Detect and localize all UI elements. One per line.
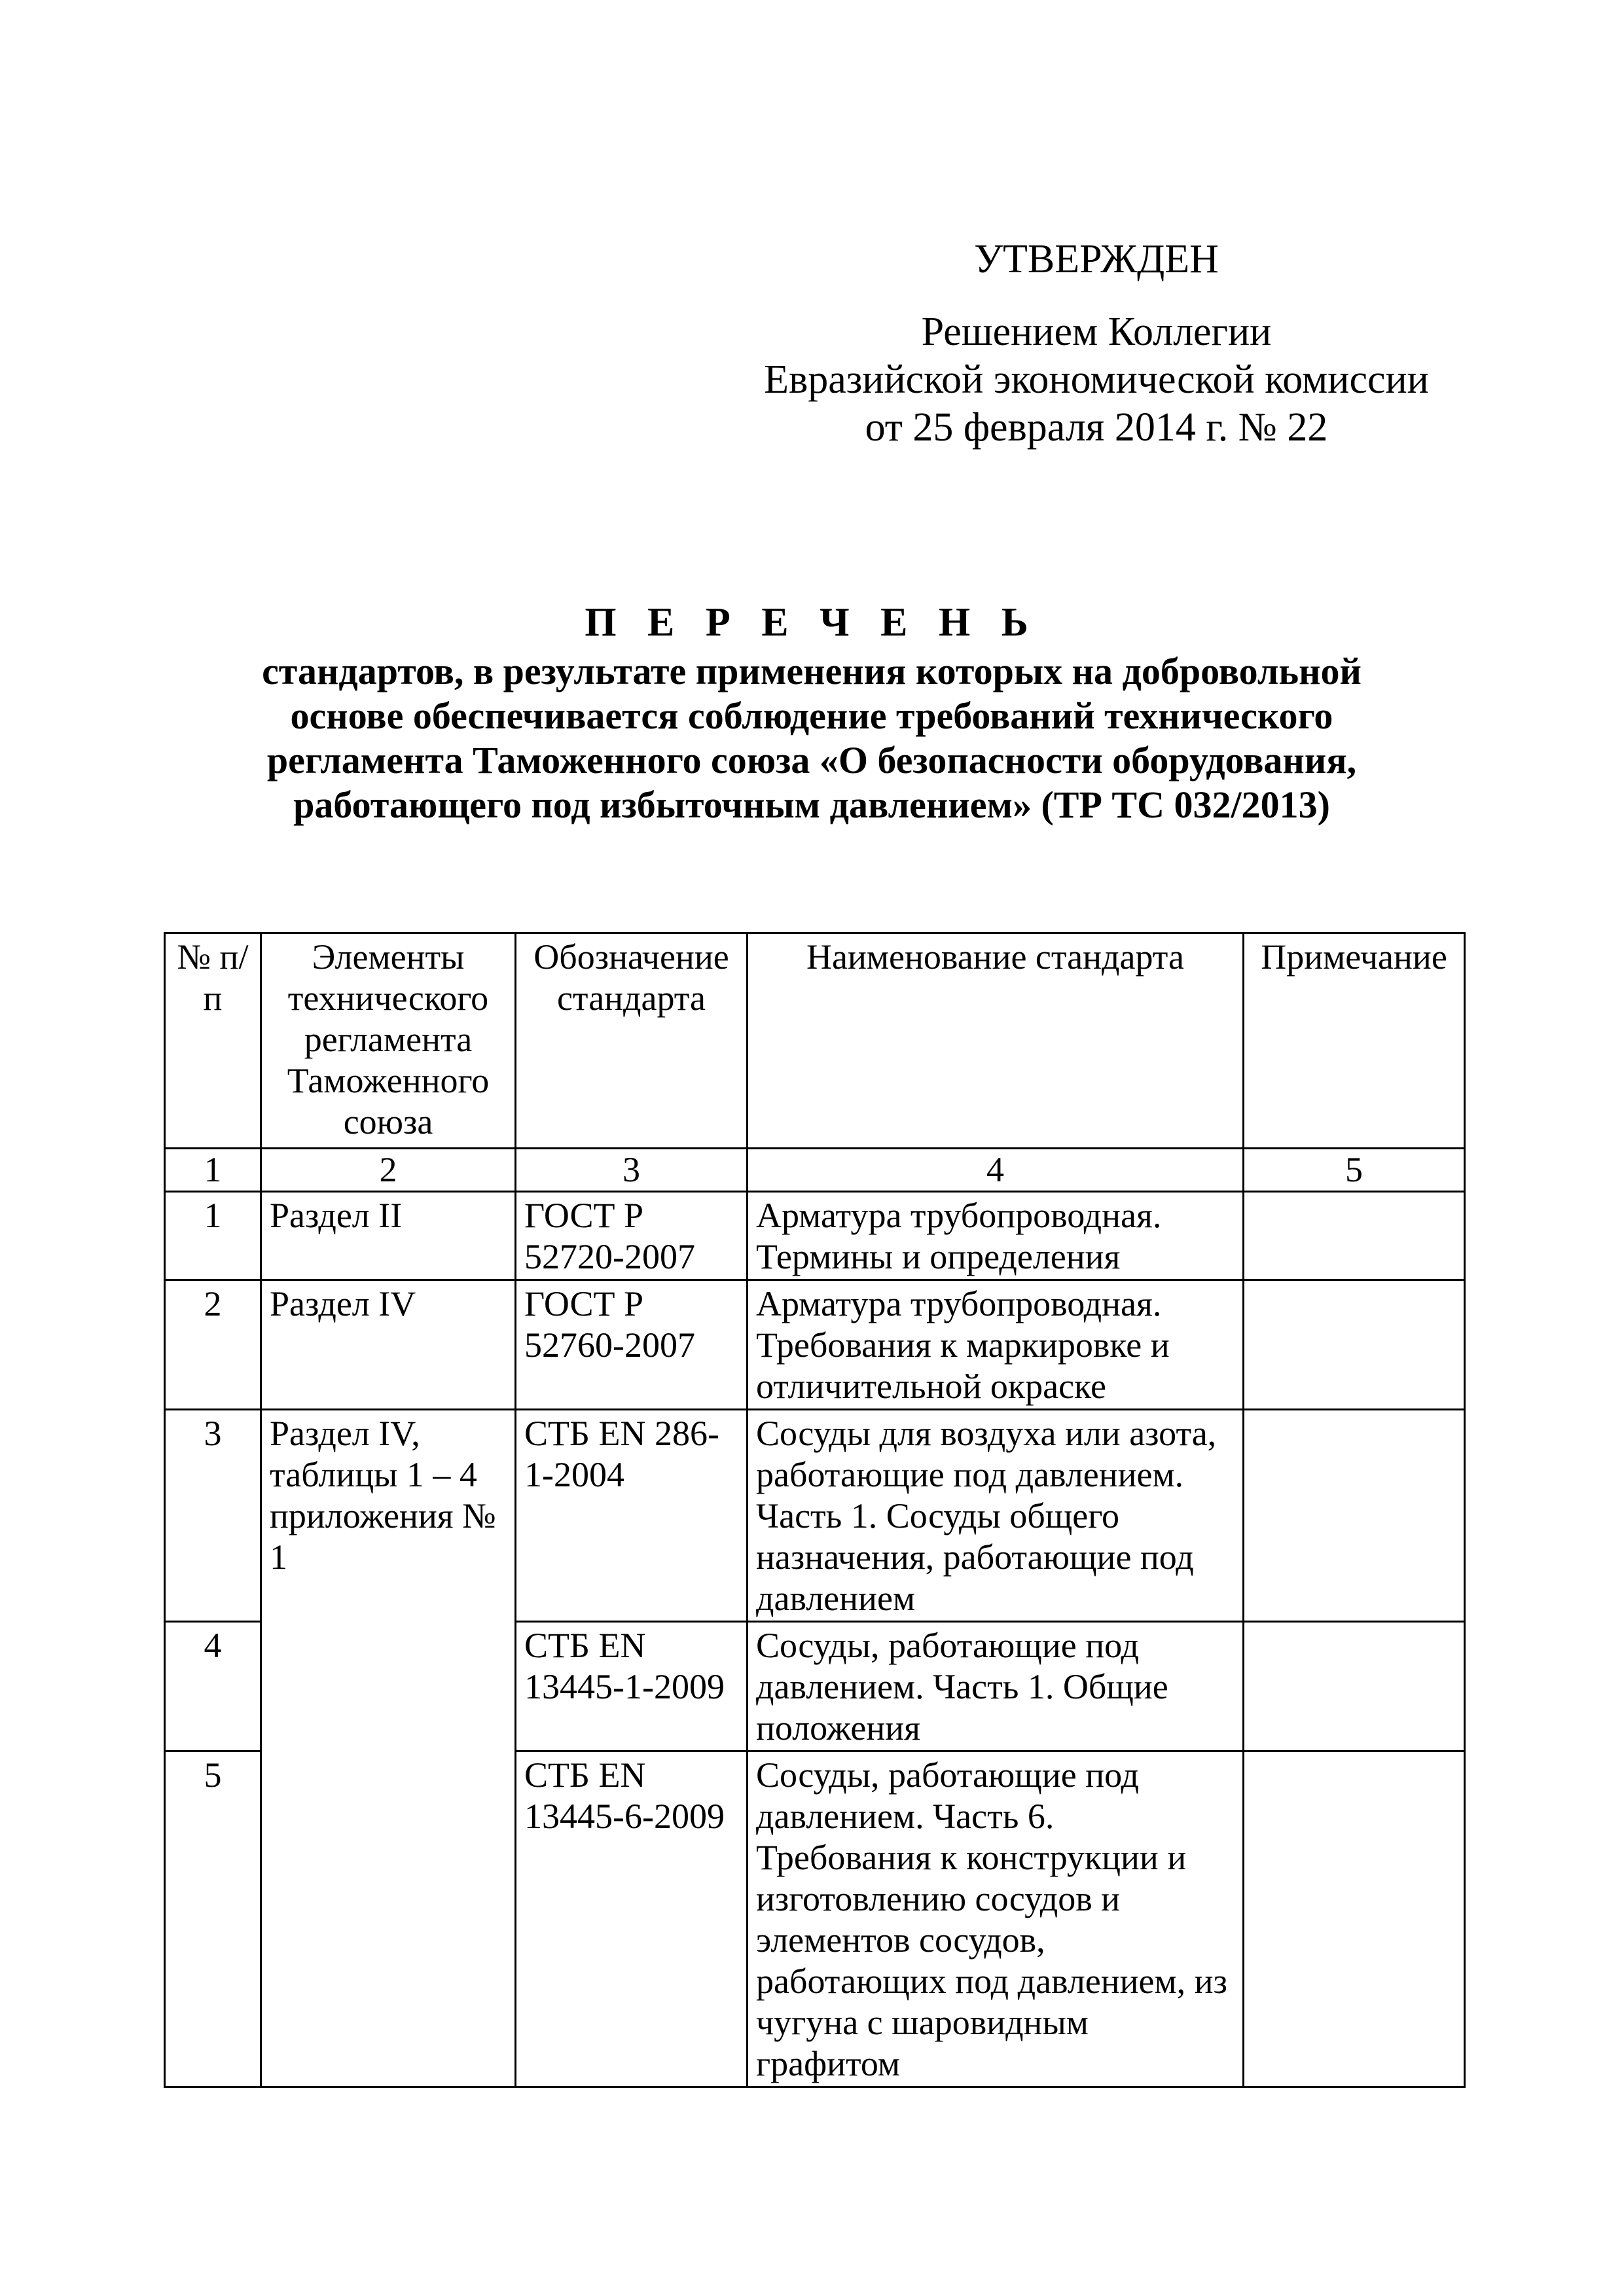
row-note [1244, 1280, 1465, 1410]
row-note [1244, 1192, 1465, 1280]
title-line-2: основе обеспечивается соблюдение требований технического [290, 694, 1333, 737]
row-number: 3 [165, 1410, 261, 1622]
header-designation: Обозначение стандарта [516, 933, 748, 1149]
row-note [1244, 1410, 1465, 1622]
row-designation: СТБ EN 13445-6-2009 [516, 1751, 748, 2087]
row-designation: СТБ EN 286-1-2004 [516, 1410, 748, 1622]
approved-label: УТВЕРЖДЕН [974, 237, 1219, 281]
row-standard-name: Сосуды для воздуха или азота, работающие под давлением. Часть 1. Сосуды общего назначения, работающие под давлением [748, 1410, 1244, 1622]
title-heading: П Е Р Е Ч Е Н Ь [585, 600, 1039, 645]
approval-line-2: Евразийской экономической комиссии [764, 357, 1429, 402]
column-number: 4 [748, 1149, 1244, 1192]
row-standard-name: Сосуды, работающие под давлением. Часть 6. Требования к конструкции и изготовлению сосудов и элементов сосудов, работающих под давлением, из чугуна с шаровидным графитом [748, 1751, 1244, 2087]
table-row [165, 1410, 1465, 1622]
column-number: 5 [1244, 1149, 1465, 1192]
table-header-row [165, 933, 1465, 1149]
row-number: 2 [165, 1280, 261, 1410]
row-number: 4 [165, 1622, 261, 1751]
standards-table [164, 932, 1466, 2088]
table-row [165, 1280, 1465, 1410]
title-line-4: работающего под избыточным давлением» (ТР ТС 032/2013) [293, 783, 1330, 826]
column-numbering-row [165, 1149, 1465, 1192]
row-designation: ГОСТ Р 52720-2007 [516, 1192, 748, 1280]
row-designation: ГОСТ Р 52760-2007 [516, 1280, 748, 1410]
approval-line-3: от 25 февраля 2014 г. № 22 [865, 405, 1328, 450]
row-number: 1 [165, 1192, 261, 1280]
row-element: Раздел IV [261, 1280, 516, 1410]
column-number: 1 [165, 1149, 261, 1192]
header-number: № п/п [165, 933, 261, 1149]
row-standard-name: Арматура трубопроводная. Требования к маркировке и отличительной окраске [748, 1280, 1244, 1410]
row-note [1244, 1751, 1465, 2087]
row-standard-name: Сосуды, работающие под давлением. Часть 1. Общие положения [748, 1622, 1244, 1751]
row-standard-name: Арматура трубопроводная. Термины и определения [748, 1192, 1244, 1280]
approval-stamp-block [720, 236, 1473, 452]
row-element: Раздел IV, таблицы 1 – 4 приложения № 1 [261, 1410, 516, 2087]
header-note: Примечание [1244, 933, 1465, 1149]
column-number: 3 [516, 1149, 748, 1192]
title-line-3: регламента Таможенного союза «О безопасности оборудования, [266, 739, 1357, 781]
approval-line-1: Решением Коллегии [921, 310, 1272, 354]
title-line-1: стандартов, в результате применения которых на добровольной [262, 650, 1362, 692]
row-element: Раздел II [261, 1192, 516, 1280]
row-designation: СТБ EN 13445-1-2009 [516, 1622, 748, 1751]
document-title [196, 596, 1427, 827]
header-element: Элементы технического регламента Таможенного союза [261, 933, 516, 1149]
row-note [1244, 1622, 1465, 1751]
table-row [165, 1192, 1465, 1280]
row-number: 5 [165, 1751, 261, 2087]
column-number: 2 [261, 1149, 516, 1192]
header-standard-name: Наименование стандарта [748, 933, 1244, 1149]
